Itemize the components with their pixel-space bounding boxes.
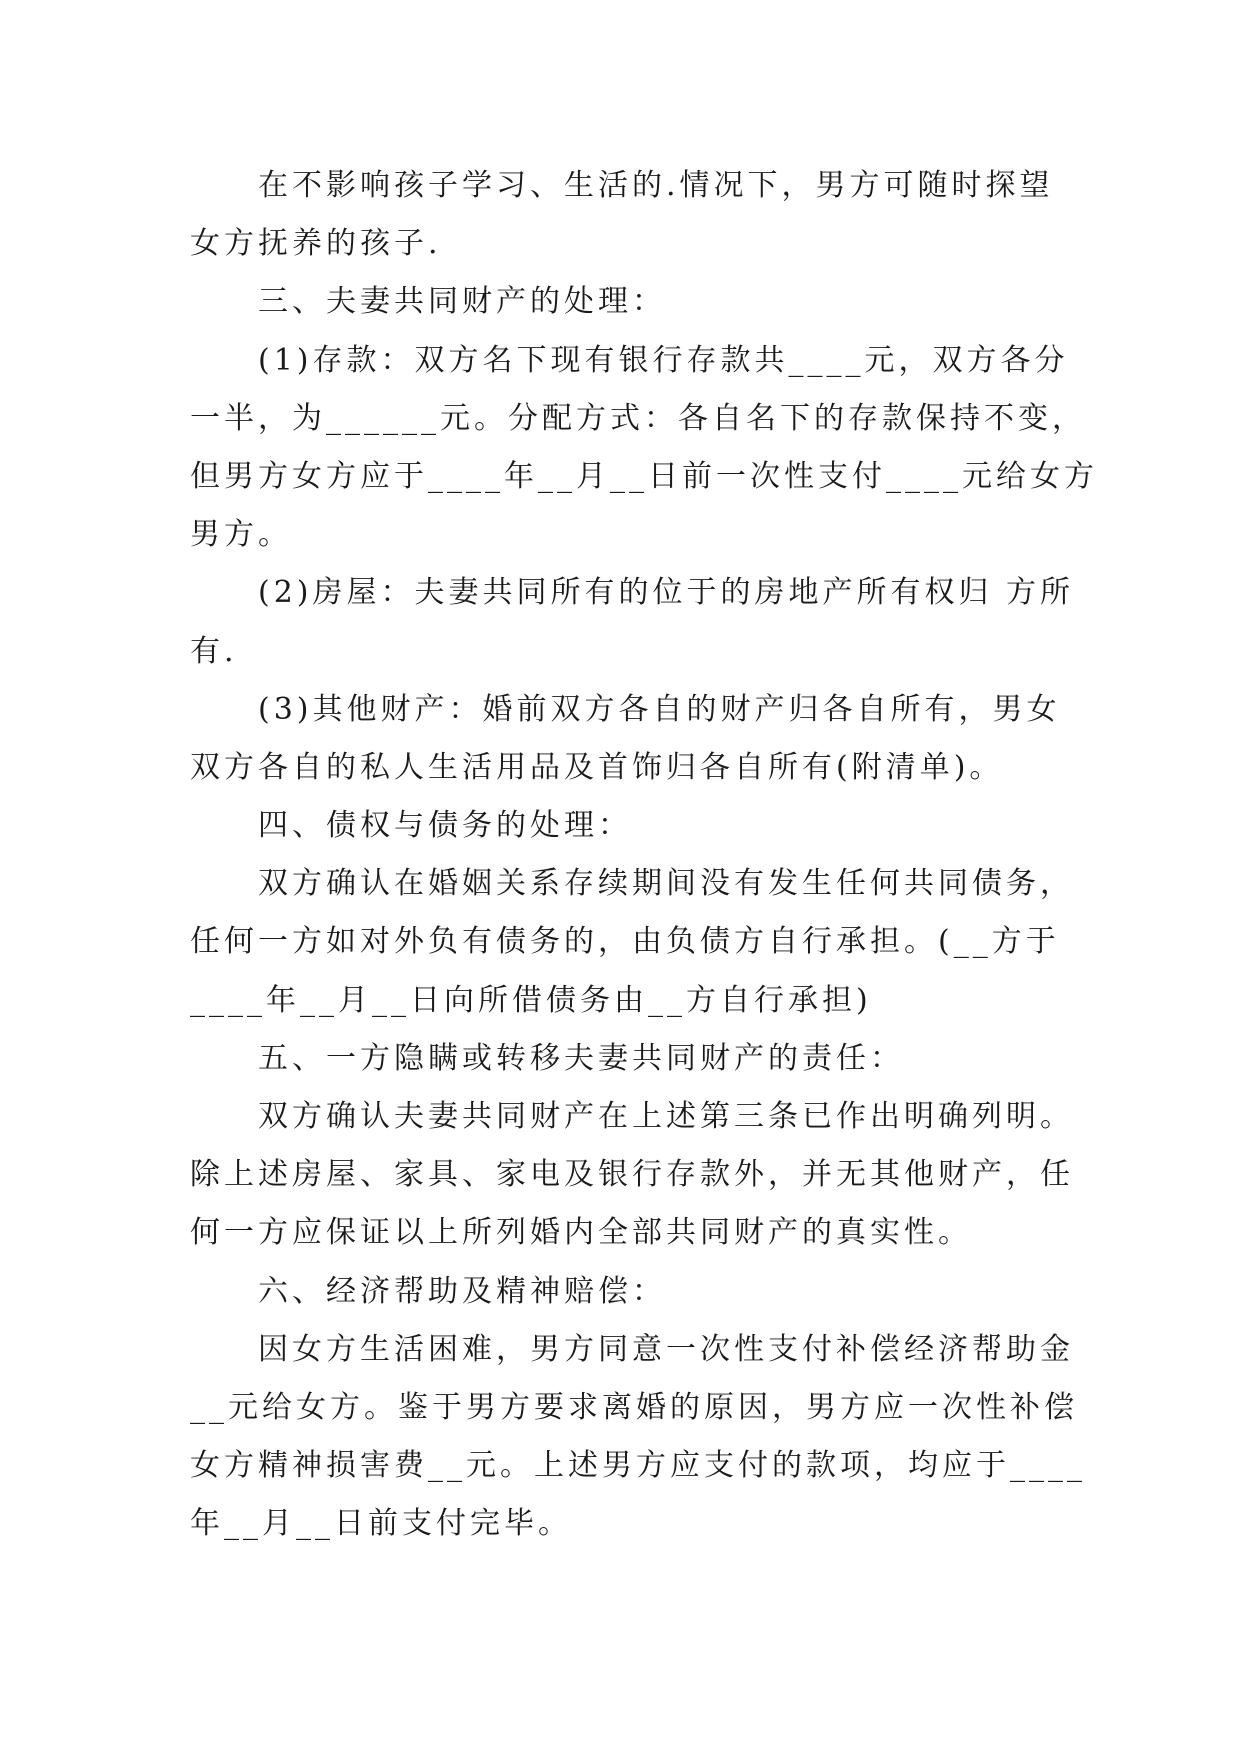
text-line: (1)存款：双方名下现有银行存款共____元，双方各分 [258,342,1069,378]
text-line: 因女方生活困难，男方同意一次性支付补偿经济帮助金 [258,1331,1074,1367]
section-heading: 三、夫妻共同财产的处理： [258,284,666,320]
text-line: 何一方应保证以上所列婚内全部共同财产的真实性。 [190,1215,972,1251]
text-line: 女方抚养的孩子. [190,226,442,262]
text-line: ____年__月__日向所借债务由__方自行承担) [190,982,872,1018]
text-line: 男方。 [190,517,292,553]
section-heading: 六、经济帮助及精神赔偿： [258,1273,666,1309]
text-line: 除上述房屋、家具、家电及银行存款外，并无其他财产，任 [190,1157,1074,1193]
text-line: 有. [190,633,238,669]
text-line: 在不影响孩子学习、生活的.情况下，男方可随时探望 [258,168,1054,203]
text-line: 双方确认在婚姻关系存续期间没有发生任何共同债务， [258,866,1074,902]
text-line: 一半，为______元。分配方式：各自名下的存款保持不变， [190,400,1086,436]
text-line: 任何一方如对外负有债务的，由负债方自行承担。(__方于 [190,924,1060,960]
document-body [190,157,1098,1554]
text-line: 但男方女方应于____年__月__日前一次性支付____元给女方 [190,458,1098,494]
text-line: __元给女方。鉴于男方要求离婚的原因，男方应一次性补偿 [190,1389,1078,1425]
text-line: (2)房屋：夫妻共同所有的位于的房地产所有权归 方所 [258,575,1075,611]
text-line: 双方确认夫妻共同财产在上述第三条已作出明确列明。 [258,1099,1074,1134]
text-line: 女方精神损害费__元。上述男方应支付的款项，均应于____ [190,1448,1086,1484]
section-heading: 五、一方隐瞒或转移夫妻共同财产的责任： [258,1040,904,1076]
text-line: 年__月__日前支付完毕。 [190,1506,572,1542]
text-line: 双方各自的私人生活用品及首饰归各自所有(附清单)。 [190,749,1004,785]
section-heading: 四、债权与债务的处理： [258,808,632,844]
text-line: (3)其他财产：婚前双方各自的财产归各自所有，男女 [258,691,1061,727]
